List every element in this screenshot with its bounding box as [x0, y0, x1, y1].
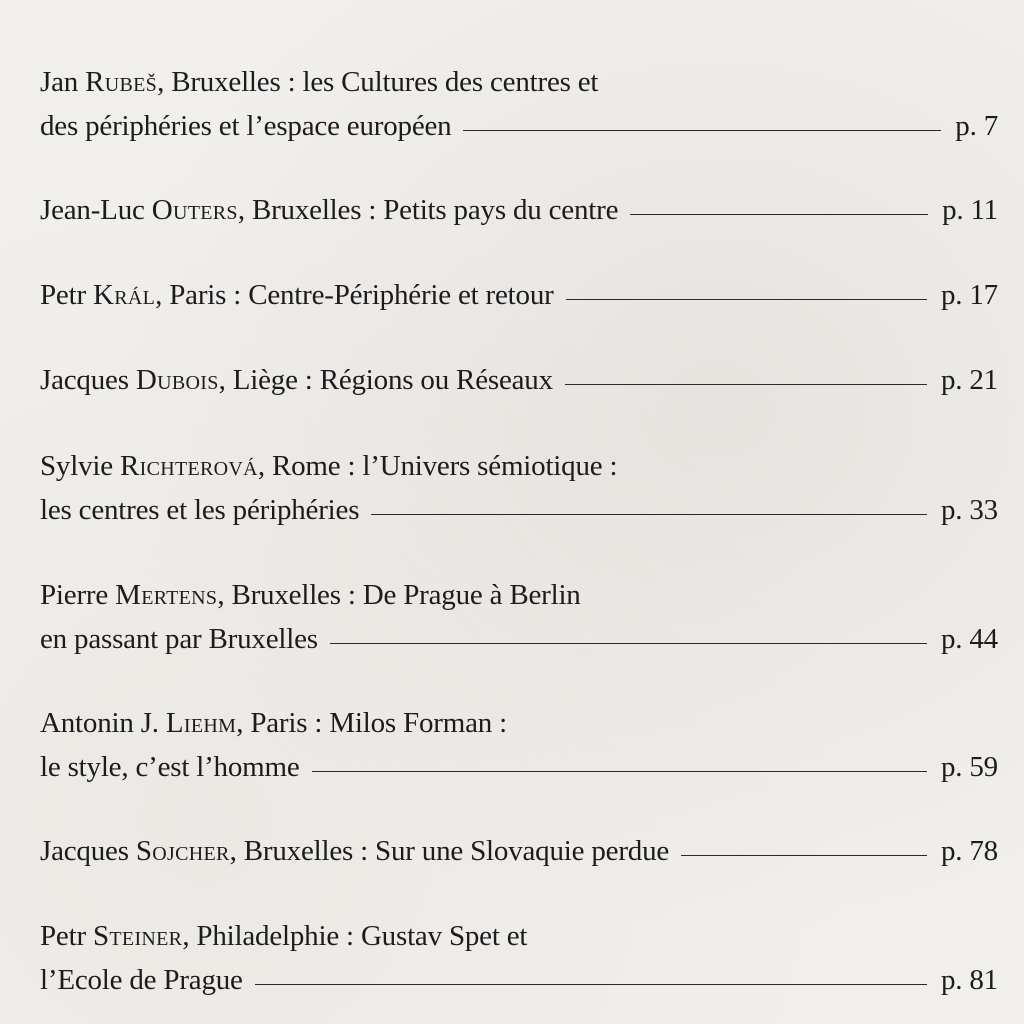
leader-line: [255, 984, 927, 985]
author-surname: Rubeš: [85, 66, 158, 98]
toc-entry-line-1: [40, 829, 998, 873]
author-surname: Sojcher: [135, 835, 230, 867]
entry-city-title: , Philadelphie : Gustav Spet et: [182, 920, 528, 952]
toc-entry: [40, 273, 998, 317]
entry-city-title: , Liège : Régions ou Réseaux: [218, 364, 553, 396]
toc-entry-line-1: [40, 914, 998, 958]
page-number: p. 7: [955, 110, 998, 142]
toc-entry: [40, 444, 998, 532]
entry-city-title: , Rome : l’Univers sémiotique :: [257, 450, 618, 482]
author-surname: Král: [92, 279, 156, 311]
author-surname: Richterová: [119, 450, 258, 482]
entry-city-title: , Bruxelles : les Cultures des centres et: [157, 66, 599, 98]
page-number: p. 33: [940, 494, 998, 526]
toc-entry-line-2: [40, 104, 998, 148]
page-number: p. 11: [942, 194, 998, 226]
page-number: p. 21: [940, 364, 998, 396]
author-first-name: Jean-Luc: [40, 194, 145, 226]
author-first-name: Jan: [40, 66, 79, 98]
entry-title-continuation: l’Ecole de Prague: [40, 964, 243, 996]
toc-entry: [40, 701, 998, 789]
entry-city-title: , Paris : Centre-Périphérie et retour: [155, 279, 554, 311]
leader-line: [630, 214, 928, 215]
toc-entry-line-1: [40, 188, 998, 232]
toc-entry-line-1: [40, 358, 998, 402]
toc-entry: [40, 829, 998, 873]
leader-line: [330, 643, 927, 644]
entry-title-continuation: en passant par Bruxelles: [40, 623, 318, 655]
toc-entry-line-2: [40, 617, 998, 661]
toc-entry-line-1: [40, 701, 998, 745]
page-number: p. 17: [940, 279, 998, 311]
author-first-name: Jacques: [40, 364, 129, 396]
toc-entry-line-2: [40, 745, 998, 789]
author-first-name: Antonin J.: [40, 707, 159, 739]
author-surname: Liehm: [165, 707, 237, 739]
toc-entry-line-1: [40, 444, 998, 488]
page-number: p. 59: [940, 751, 998, 783]
author-first-name: Jacques: [40, 835, 129, 867]
leader-line: [371, 514, 927, 515]
page-number: p. 81: [940, 964, 998, 996]
toc-entry-line-2: [40, 958, 998, 1002]
toc-entry: [40, 914, 998, 1002]
author-first-name: Petr: [40, 920, 86, 952]
entry-city-title: , Paris : Milos Forman :: [236, 707, 507, 739]
entry-title-continuation: le style, c’est l’homme: [40, 751, 300, 783]
entry-city-title: , Bruxelles : De Prague à Berlin: [217, 579, 581, 611]
author-surname: Steiner: [92, 920, 183, 952]
leader-line: [312, 771, 927, 772]
entry-title-continuation: les centres et les périphéries: [40, 494, 360, 526]
author-surname: Dubois: [135, 364, 219, 396]
entry-title-continuation: des périphéries et l’espace européen: [40, 110, 452, 142]
entry-city-title: , Bruxelles : Sur une Slovaquie perdue: [229, 835, 670, 867]
page-number: p. 44: [940, 623, 998, 655]
author-first-name: Petr: [40, 279, 86, 311]
leader-line: [566, 299, 927, 300]
toc-entry: [40, 188, 998, 232]
toc-entry-line-1: [40, 60, 998, 104]
author-surname: Outers: [151, 194, 238, 226]
leader-line: [565, 384, 927, 385]
leader-line: [681, 855, 927, 856]
page-number: p. 78: [940, 835, 998, 867]
toc-entry: [40, 573, 998, 661]
toc-entry-line-2: [40, 488, 998, 532]
author-first-name: Pierre: [40, 579, 109, 611]
leader-line: [463, 130, 941, 131]
toc-entry: [40, 60, 998, 148]
entry-city-title: , Bruxelles : Petits pays du centre: [237, 194, 619, 226]
author-first-name: Sylvie: [40, 450, 113, 482]
toc-entry-line-1: [40, 573, 998, 617]
toc-entry-line-1: [40, 273, 998, 317]
author-surname: Mertens: [115, 579, 218, 611]
toc-entry: [40, 358, 998, 402]
